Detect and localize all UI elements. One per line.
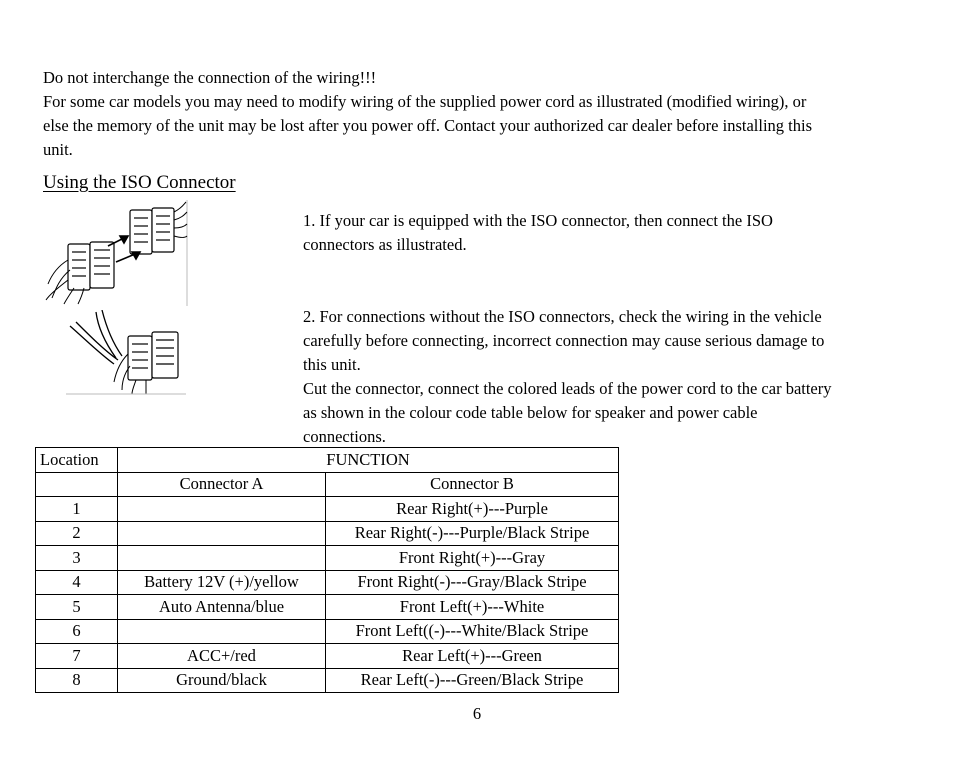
color-code-table xyxy=(35,447,619,693)
wire-cutter-illustration xyxy=(66,310,186,396)
table-row xyxy=(36,595,619,620)
location-cell: 6 xyxy=(36,619,118,644)
table-row xyxy=(36,619,619,644)
function-header: FUNCTION xyxy=(118,448,619,473)
location-cell: 5 xyxy=(36,595,118,620)
connector-a-cell xyxy=(118,521,326,546)
connector-b-cell: Rear Left(-)---Green/Black Stripe xyxy=(326,668,619,693)
table-row xyxy=(36,570,619,595)
table-subheader-row xyxy=(36,472,619,497)
step-2-line-5: as shown in the colour code table below for speaker and power cable xyxy=(303,403,758,422)
table-row xyxy=(36,521,619,546)
table-row xyxy=(36,668,619,693)
step-1-paragraph xyxy=(303,209,903,257)
table-row xyxy=(36,497,619,522)
step-2-line-4: Cut the connector, connect the colored leads of the power cord to the car battery xyxy=(303,379,832,398)
connector-a-cell xyxy=(118,546,326,571)
connector-b-cell: Rear Right(+)---Purple xyxy=(326,497,619,522)
step-2-line-6: connections. xyxy=(303,427,386,446)
location-cell: 4 xyxy=(36,570,118,595)
step-1-line-2: connectors as illustrated. xyxy=(303,235,467,254)
table-row xyxy=(36,644,619,669)
warning-line: Do not interchange the connection of the wiring!!! xyxy=(43,68,377,87)
page-number: 6 xyxy=(472,704,482,723)
connector-b-cell: Front Left(+)---White xyxy=(326,595,619,620)
location-cell: 2 xyxy=(36,521,118,546)
connector-a-cell: Battery 12V (+)/yellow xyxy=(118,570,326,595)
step-2-paragraph xyxy=(303,305,903,449)
table-header-row xyxy=(36,448,619,473)
step-2-line-1: 2. For connections without the ISO connectors, check the wiring in the vehicle xyxy=(303,307,822,326)
location-cell: 7 xyxy=(36,644,118,669)
connector-a-cell: Auto Antenna/blue xyxy=(118,595,326,620)
location-cell: 1 xyxy=(36,497,118,522)
connector-a-cell xyxy=(118,619,326,644)
intro-line-3: else the memory of the unit may be lost after you power off. Contact your authorized car dealer before installing this xyxy=(43,116,812,135)
iso-connector-illustration xyxy=(44,200,189,306)
step-2-line-3: this unit. xyxy=(303,355,361,374)
intro-paragraph xyxy=(43,66,913,162)
section-heading: Using the ISO Connector xyxy=(43,172,236,193)
connector-b-cell: Front Right(+)---Gray xyxy=(326,546,619,571)
connector-a-cell: ACC+/red xyxy=(118,644,326,669)
intro-line-2: For some car models you may need to modify wiring of the supplied power cord as illustrated (modified wiring), or xyxy=(43,92,807,111)
connector-b-cell: Front Right(-)---Gray/Black Stripe xyxy=(326,570,619,595)
location-cell: 3 xyxy=(36,546,118,571)
connector-b-header: Connector B xyxy=(326,472,619,497)
intro-line-4: unit. xyxy=(43,140,73,159)
location-cell: 8 xyxy=(36,668,118,693)
empty-cell xyxy=(36,472,118,497)
connector-b-cell: Front Left((-)---White/Black Stripe xyxy=(326,619,619,644)
step-2-line-2: carefully before connecting, incorrect connection may cause serious damage to xyxy=(303,331,825,350)
connector-a-cell: Ground/black xyxy=(118,668,326,693)
connector-a-cell xyxy=(118,497,326,522)
connector-a-header: Connector A xyxy=(118,472,326,497)
table-row xyxy=(36,546,619,571)
location-header: Location xyxy=(36,448,118,473)
connector-b-cell: Rear Left(+)---Green xyxy=(326,644,619,669)
connector-b-cell: Rear Right(-)---Purple/Black Stripe xyxy=(326,521,619,546)
step-1-line-1: 1. If your car is equipped with the ISO connector, then connect the ISO xyxy=(303,211,773,230)
